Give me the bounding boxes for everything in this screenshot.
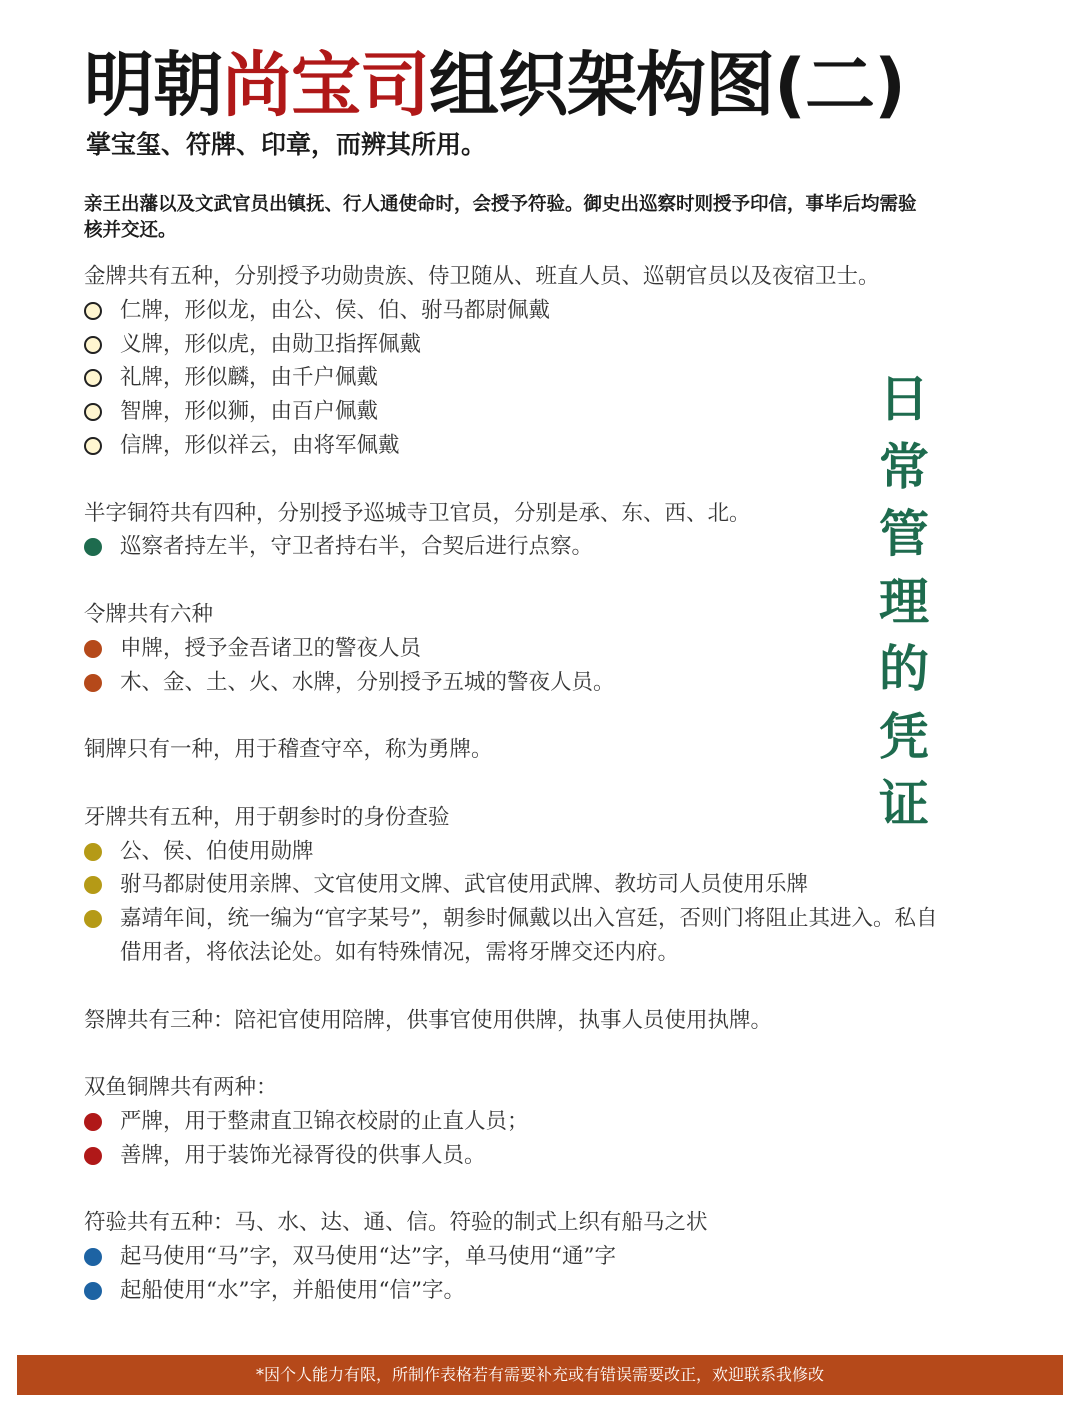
ring-bullet-icon	[84, 403, 102, 421]
list-item-text: 起马使用“马”字，双马使用“达”字，单马使用“通”字	[120, 1244, 616, 1270]
dot-bullet-icon	[84, 843, 102, 861]
section-heading: 令牌共有六种	[84, 601, 214, 627]
dot-bullet-icon	[84, 1147, 102, 1165]
dot-bullet-icon	[84, 1282, 102, 1300]
ring-bullet-icon	[84, 336, 102, 354]
list-item	[84, 395, 944, 429]
list-item-text: 巡察者持左半，守卫者持右半，合契后进行点察。	[120, 534, 594, 560]
dot-bullet-icon	[84, 1248, 102, 1266]
list-item	[84, 868, 944, 902]
section-heading: 符验共有五种：马、水、达、通、信。符验的制式上织有船马之状	[84, 1210, 708, 1236]
section	[84, 733, 944, 767]
section	[84, 1071, 944, 1172]
section-heading: 金牌共有五种，分别授予功勋贵族、侍卫随从、班直人员、巡朝官员以及夜宿卫士。	[84, 264, 880, 289]
section	[84, 801, 944, 970]
list-item-text: 礼牌，形似麟，由千户佩戴	[120, 365, 379, 391]
list-item	[84, 294, 944, 328]
list-item	[84, 902, 944, 970]
list-item-text: 智牌，形似狮，由百户佩戴	[120, 399, 379, 425]
title-part-accent: 尚宝司	[222, 44, 429, 126]
intro-paragraph: 亲王出藩以及文武官员出镇抚、行人通使命时，会授予符验。御史出巡察时则授予印信，事毕后均需验核并交还。	[84, 194, 917, 241]
subtitle: 掌宝玺、符牌、印章，而辨其所用。	[86, 130, 487, 159]
ring-bullet-icon	[84, 437, 102, 455]
title-part-3: 组织架构图(二)	[429, 44, 905, 126]
section-heading: 铜牌只有一种，用于稽查守卒，称为勇牌。	[84, 737, 493, 763]
section-heading: 半字铜符共有四种，分别授予巡城寺卫官员，分别是承、东、西、北。	[84, 500, 751, 526]
list-item-text: 木、金、土、火、水牌，分别授予五城的警夜人员。	[120, 669, 615, 695]
section-heading: 双鱼铜牌共有两种：	[84, 1075, 278, 1101]
list-item-text: 信牌，形似祥云，由将军佩戴	[120, 432, 400, 458]
list-item-text: 嘉靖年间，统一编为“官字某号”，朝参时佩戴以出入宫廷，否则门将阻止其进入。私自借用者，将依法论处。如有特殊情况，需将牙牌交还内府。	[120, 906, 938, 965]
section-heading: 牙牌共有五种，用于朝参时的身份查验	[84, 804, 450, 830]
list-item	[84, 632, 944, 666]
dot-bullet-icon	[84, 1113, 102, 1131]
list-item	[84, 530, 944, 564]
list-item-text: 起船使用“水”字，并船使用“信”字。	[120, 1277, 465, 1303]
ring-bullet-icon	[84, 369, 102, 387]
list-item	[84, 666, 944, 700]
list-item-text: 善牌，用于装饰光禄胥役的供事人员。	[120, 1142, 486, 1168]
list-item-text: 公、侯、伯使用勋牌	[120, 838, 314, 864]
section	[84, 598, 944, 699]
side-title: 日常管理的凭证	[879, 370, 929, 833]
list-item	[84, 1105, 944, 1139]
content-sections	[84, 260, 944, 1342]
list-item-text: 申牌，授予金吾诸卫的警夜人员	[120, 635, 422, 661]
dot-bullet-icon	[84, 674, 102, 692]
list-item	[84, 835, 944, 869]
list-item-text: 仁牌，形似龙，由公、侯、伯、驸马都尉佩戴	[120, 297, 551, 323]
section	[84, 260, 944, 463]
footer-note: *因个人能力有限，所制作表格若有需要补充或有错误需要改正，欢迎联系我修改	[17, 1355, 1063, 1395]
section	[84, 497, 944, 565]
list-item	[84, 1139, 944, 1173]
ring-bullet-icon	[84, 302, 102, 320]
dot-bullet-icon	[84, 876, 102, 894]
page-title	[84, 42, 905, 128]
list-item-text: 义牌，形似虎，由勋卫指挥佩戴	[120, 331, 422, 357]
list-item	[84, 361, 944, 395]
list-item	[84, 328, 944, 362]
dot-bullet-icon	[84, 538, 102, 556]
list-item	[84, 429, 944, 463]
list-item-text: 严牌，用于整肃直卫锦衣校尉的止直人员；	[120, 1108, 529, 1134]
list-item-text: 驸马都尉使用亲牌、文官使用文牌、武官使用武牌、教坊司人员使用乐牌	[120, 872, 809, 898]
section-heading: 祭牌共有三种：陪祀官使用陪牌，供事官使用供牌，执事人员使用执牌。	[84, 1007, 773, 1033]
section	[84, 1004, 944, 1038]
title-part-1: 明朝	[84, 44, 222, 126]
section	[84, 1206, 944, 1307]
dot-bullet-icon	[84, 640, 102, 658]
list-item	[84, 1274, 944, 1308]
list-item	[84, 1240, 944, 1274]
